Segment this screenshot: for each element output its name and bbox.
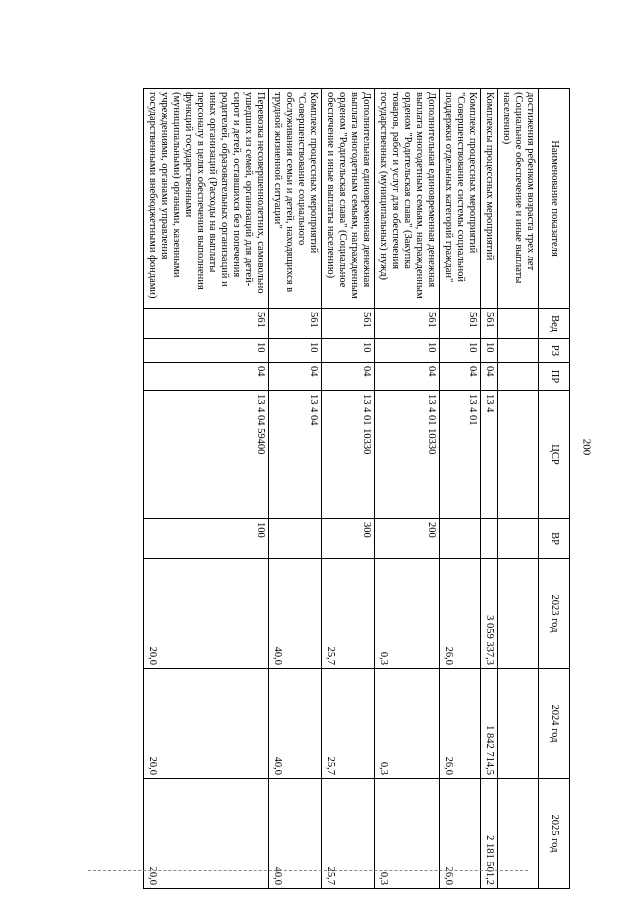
header-2025: 2025 год [539,779,570,889]
cell-ved: 561 [322,309,375,339]
cell-pr: 04 [144,363,269,391]
cell-y2023 [498,559,539,669]
cell-y2025: 20,0 [144,779,269,889]
cell-ved: 561 [440,309,481,339]
cell-name: Комплекс процессных мероприятий "Совершенствование системы социальной поддержки отдельных категорий граждан" [440,89,481,309]
cell-rz: 10 [322,339,375,363]
cell-ved: 561 [144,309,269,339]
cell-ved [498,309,539,339]
header-vr: ВР [539,519,570,559]
table-row [322,89,375,889]
table-row [269,89,322,889]
cell-y2023: 0,3 [375,559,440,669]
cell-pr: 04 [481,363,498,391]
budget-table [143,88,570,889]
cell-y2024: 40,0 [269,669,322,779]
cell-ved: 561 [481,309,498,339]
cell-y2024: 1 842 714,5 [481,669,498,779]
cell-rz: 10 [144,339,269,363]
cell-vr: 300 [322,519,375,559]
cell-csr [498,391,539,519]
cell-name: Дополнительная единовременная денежная выплата многодетным семьям, награжденным орденом "Родительская слава" (Социальное обеспечение и иные выплаты населению) [322,89,375,309]
cell-name: Дополнительная единовременная денежная выплата многодетным семьям, награжденным орденом "Родительская слава" (Закупка товаров, работ и услуг для обеспечения государственных (муниципальных) нужд) [375,89,440,309]
cell-csr: 13 4 04 [269,391,322,519]
cell-y2025: 40,0 [269,779,322,889]
cell-y2025: 26,0 [440,779,481,889]
table-row [498,89,539,889]
cell-pr: 04 [440,363,481,391]
cell-y2023: 26,0 [440,559,481,669]
header-rz: РЗ [539,339,570,363]
cell-y2025 [498,779,539,889]
cell-y2023: 40,0 [269,559,322,669]
cell-y2025: 0,3 [375,779,440,889]
table-row [375,89,440,889]
cell-y2024: 0,3 [375,669,440,779]
cell-rz [498,339,539,363]
cell-y2024 [498,669,539,779]
cell-ved: 561 [375,309,440,339]
page-number: 200 [580,438,593,456]
header-2023: 2023 год [539,559,570,669]
cell-name: Перевозка несовершеннолетних, самовольно ушедших из семей, организаций для детей-сирот и детей, оставшихся без попечения родителей, образовательных организаций и иных организаций (Расходы на выплаты персоналу в целях обеспечения выполнения функций государственными (муниципальными) органами, казенными учреждениями, органами управления государственными внебюджетными фондами) [144,89,269,309]
cell-csr: 13 4 01 10330 [375,391,440,519]
cell-rz: 10 [375,339,440,363]
header-ved: Вед [539,309,570,339]
cell-pr: 04 [375,363,440,391]
rotated-page [40,88,570,888]
cell-vr [269,519,322,559]
cell-vr: 100 [144,519,269,559]
cell-pr: 04 [269,363,322,391]
table-row [440,89,481,889]
cell-y2023: 3 059 337,3 [481,559,498,669]
cell-vr: 200 [375,519,440,559]
cell-y2024: 26,0 [440,669,481,779]
table-row [144,89,269,889]
page-edge-line [88,870,528,872]
table-row [481,89,498,889]
cell-rz: 10 [481,339,498,363]
header-name: Наименование показателя [539,89,570,309]
table-header [539,89,570,889]
header-csr: ЦСР [539,391,570,519]
cell-csr: 13 4 [481,391,498,519]
cell-name: достижения ребенком возраста трех лет (Социальное обеспечение и иные выплаты населению) [498,89,539,309]
cell-y2024: 20,0 [144,669,269,779]
cell-rz: 10 [269,339,322,363]
cell-y2023: 25,7 [322,559,375,669]
cell-pr: 04 [322,363,375,391]
cell-ved: 561 [269,309,322,339]
header-pr: ПР [539,363,570,391]
cell-vr [481,519,498,559]
cell-y2023: 20,0 [144,559,269,669]
header-2024: 2024 год [539,669,570,779]
cell-pr [498,363,539,391]
cell-csr: 13 4 01 10330 [322,391,375,519]
cell-csr: 13 4 01 [440,391,481,519]
cell-name: Комплексы процессных мероприятий [481,89,498,309]
cell-rz: 10 [440,339,481,363]
cell-vr [498,519,539,559]
cell-y2025: 2 181 501,2 [481,779,498,889]
cell-y2025: 25,7 [322,779,375,889]
cell-y2024: 25,7 [322,669,375,779]
cell-csr: 13 4 04 59400 [144,391,269,519]
cell-name: Комплекс процессных мероприятий "Совершенствование социального обслуживания семьи и детей, находящихся в трудной жизненной ситуации" [269,89,322,309]
cell-vr [440,519,481,559]
